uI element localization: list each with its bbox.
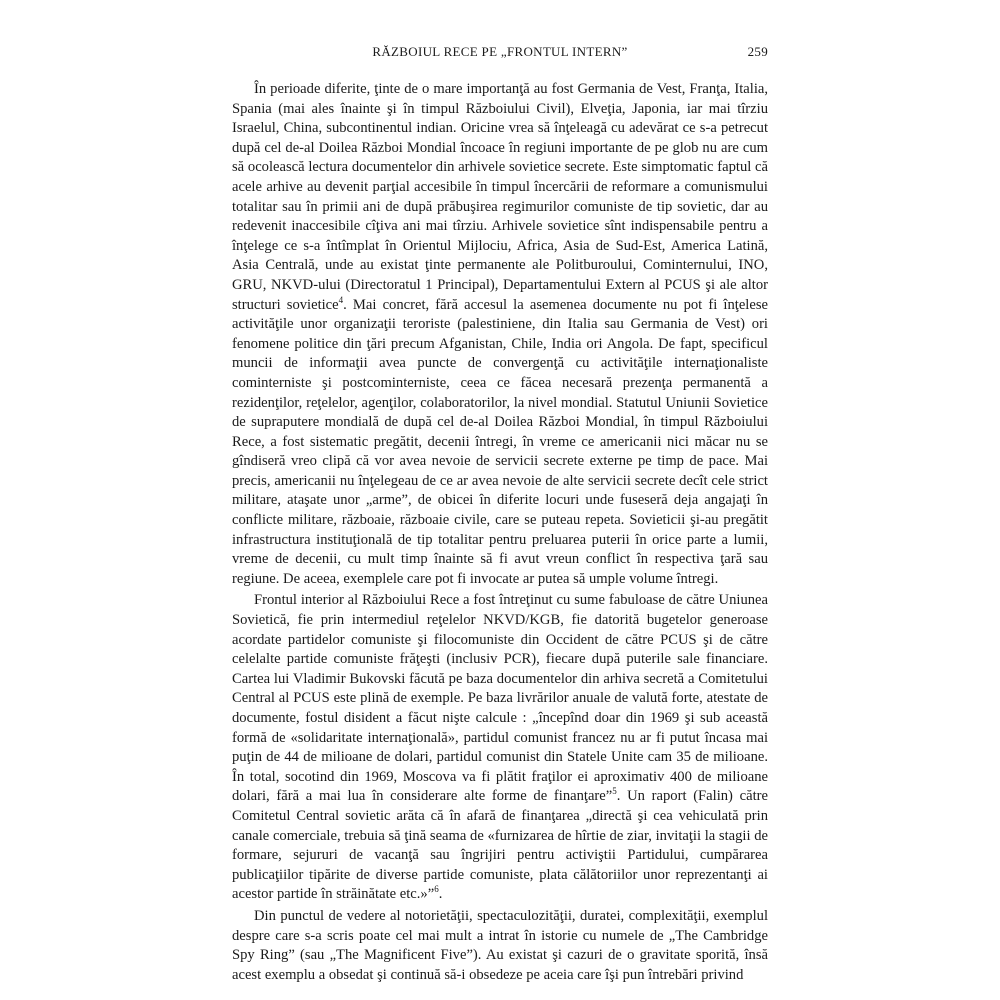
paragraph-2	[232, 591, 768, 905]
running-title: RĂZBOIUL RECE PE „FRONTUL INTERN”	[372, 44, 628, 59]
footnote-ref-5[interactable]: 5	[612, 786, 617, 797]
paragraph-text: . Un raport (Falin) către Comitetul Central sovietic arăta că în afară de finanţarea „directă şi cea vehiculată prin canale comerciale, trebuia să ţină seama de «furnizarea de hîrtie de ziar, invitaţii la stagii de formare, sejururi de vacanţă sau îngrijiri pentru activiştii Partidului, cumpărarea publicaţiilor tipărite de diverse partide comuniste, plata călătoriilor unor reprezentanţi ai acestor partide în străinătate etc.»”	[232, 788, 768, 903]
running-head	[232, 44, 768, 68]
footnote-ref-4[interactable]: 4	[338, 294, 344, 305]
paragraph-3	[232, 907, 768, 985]
footnote-ref-6[interactable]: 6	[434, 884, 439, 895]
paragraph-1	[232, 80, 768, 589]
paragraph-text: Frontul interior al Războiului Rece a fost întreţinut cu sume fabuloase de către Uniunea Sovietică, fie prin intermediul reţelelor NKVD/KGB, fie datorită bugetelor generoase acordate partidelor comuniste şi filocomuniste din Occident de către PCUS şi de către celelalte partide comuniste frăţeşti (inclusiv PCR), fiecare după puterile sale financiare. Cartea lui Vladimir Bukovski făcută pe baza documentelor din arhiva secretă a Comitetului Central al PCUS este plină de exemple. Pe baza livrărilor anuale de valută forte, atestate de documente, fostul disident a făcut nişte calcule : „începînd doar din 1969 şi sub această formă de «solidaritate internaţională», partidul comunist francez nu ar fi putut încasa mai puţin de 44 de milioane de dolari, partidul comunist din Statele Unite cam 35 de milioane. În total, socotind din 1969, Moscova va fi plătit fraţilor ei aproximativ 400 de milioane dolari, fără a mai lua în considerare alte forme de finanţare”	[232, 592, 768, 805]
paragraph-text: . Mai concret, fără accesul la asemenea documente nu pot fi înţelese activităţile unor organizaţii teroriste (palestiniene, din Italia sau Germania de Vest) ori fenomene politice din ţări precum Afganistan, Chile, India ori Angola. De fapt, specificul muncii de informaţii avea puncte de convergenţă cu activităţile internaţionaliste cominterniste şi postcominterniste, ceea ce făcea necesară prezenţa permanentă a rezidenţilor, reţelelor, agenţilor, colaboratorilor, la nivel mondial. Statutul Uniunii Sovietice de supraputere mondială de după cel de-al Doilea Război Mondial, în timpul Războiului Rece, a fost sistematic pregătit, decenii întregi, în vreme ce americanii nici măcar nu se gîndiseră vreo clipă că vor avea nevoie de servicii secrete externe pe timp de pace. Mai precis, americanii nu înţelegeau de ce ar avea nevoie de alte servicii secrete decît cele strict militare, ataşate unor „arme”, de obicei în diferite locuri unde fuseseră deja angajaţi în conflicte militare, războaie, războaie civile, care se puteau repeta. Sovieticii şi-au pregătit infrastructura instituţională de tip totalitar pentru preluarea puterii în orice parte a lumii, vreme de decenii, cu mult timp înainte să fi avut vreun conflict în respectiva ţară sau regiune. De aceea, exemplele care pot fi invocate ar putea să umple volume întregi.	[232, 296, 768, 587]
paragraph-text: În perioade diferite, ţinte de o mare importanţă au fost Germania de Vest, Franţa, Italia, Spania (mai ales înainte şi în timpul Războiului Civil), Elveţia, Japonia, iar mai tîrziu Israelul, China, subcontinentul indian. Oricine vrea să înţeleagă cu adevărat ce s-a petrecut după cel de-al Doilea Război Mondial încoace în regiuni importante de pe glob nu are cum să ocolească lectura documentelor din arhivele sovietice secrete. Este simptomatic faptul că acele arhive au devenit parţial accesibile în timpul încercării de reformare a comunismului totalitar sau în primii ani de după prăbuşirea regimurilor comuniste de tip sovietic, dar au redevenit inaccesibile cîţiva ani mai tîrziu. Arhivele sovietice sînt indispensabile pentru a înţelege ce s-a întîmplat în Orientul Mijlociu, Africa, Asia de Sud-Est, America Latină, Asia Centrală, unde au existat ţinte permanente ale Politburoului, Cominternului, INO, GRU, NKVD-ului (Directoratul 1 Principal), Departamentului Extern al PCUS şi ale altor structuri sovietice	[232, 81, 768, 313]
book-page	[232, 44, 768, 985]
page-number: 259	[747, 44, 768, 59]
paragraph-text: Din punctul de vedere al notorietăţii, spectaculozităţii, duratei, complexităţii, exemplul despre care s-a scris poate cel mai mult a intrat în istorie cu numele de „The Cambridge Spy Ring” (sau „The Magnificent Five”). Au existat şi cazuri de o gravitate sporită, însă acest exemplu a obsedat şi continuă să-i obsedeze pe aceia care îşi pun întrebări privind	[232, 907, 768, 983]
paragraph-text: .	[438, 886, 443, 903]
body-text	[232, 80, 768, 985]
